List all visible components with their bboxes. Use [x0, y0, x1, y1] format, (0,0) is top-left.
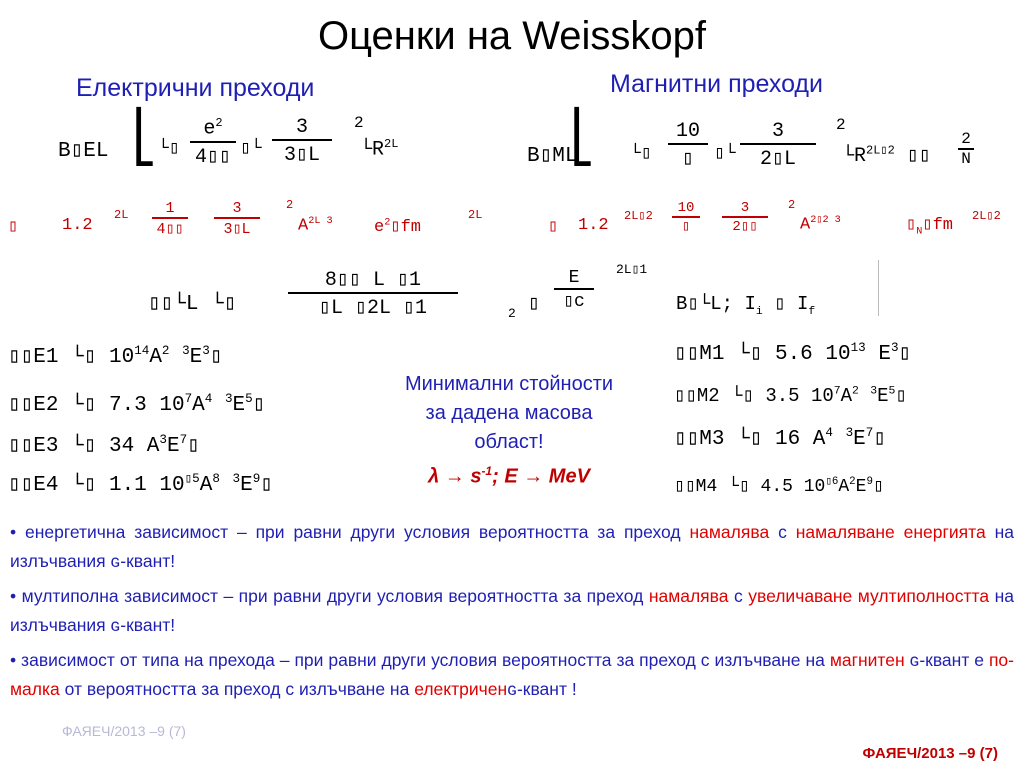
gamma-icon: ɢ: [110, 551, 121, 571]
magnetic-red-frac2: 3 2▯▯: [722, 200, 768, 235]
bullet-list: [10, 518, 1014, 710]
note-units: $\lambda \to s^{-1}$; E → MeV: [428, 464, 590, 488]
electric-red-end-sup: 2L: [468, 208, 483, 222]
electric-lhs: B▯EL: [58, 140, 109, 163]
magnetic-red-coef: 1.2: [578, 216, 609, 235]
magnetic-red-n: $▯_N▯fm$: [906, 216, 954, 238]
gamma-icon: ɢ: [507, 679, 517, 699]
magnetic-tail-frac: 2 N: [958, 130, 974, 168]
electric-frac1-num: e: [203, 117, 216, 141]
magnetic-mid: ▯└: [714, 144, 736, 164]
e4-row: ▯▯E4 └▯ 1.1 $10^{▯5}A^8$ $^3E^9▯$: [8, 472, 273, 497]
magnetic-open: └▯: [630, 144, 652, 164]
general-frac-e: E ▯c: [554, 268, 594, 312]
electric-frac2-num: 3: [295, 116, 308, 139]
magnetic-tail: $└R^{2L▯2}$ ▯▯: [842, 143, 931, 168]
min-values-note: [378, 370, 640, 492]
electric-tail: $└R^{2L}$: [360, 137, 399, 162]
note-line: Минимални стойности: [404, 373, 614, 395]
general-mid: ▯: [528, 293, 541, 316]
e3-row: ▯▯E3 └▯ 34 $A^3E^7▯$: [8, 433, 200, 458]
magnetic-red-a: $A^{2▯2 3}$: [800, 215, 841, 235]
magnetic-frac2: 3 2▯L: [740, 120, 816, 171]
m1-row: ▯▯M1 └▯ 5.6 $10^{13}$ $E^3▯$: [674, 341, 912, 366]
ghost-footer: ФАЯЕЧ/2013 –9 (7): [62, 723, 186, 739]
electric-power: 2: [354, 114, 364, 132]
magnetic-red-end-sup: 2L▯2: [972, 209, 1001, 223]
electric-red-frac1: 1 4▯▯: [152, 200, 188, 238]
electric-frac1: [190, 116, 236, 169]
electric-red-frac2: 3 3▯L: [214, 200, 260, 238]
note-line: за дадена масова: [425, 402, 593, 424]
gamma-icon: ɢ: [909, 650, 920, 670]
electric-frac2: [272, 116, 332, 167]
electric-red-sup1: 2L: [114, 208, 129, 222]
slide-footer: ФАЯЕЧ/2013 –9 (7): [862, 745, 998, 762]
note-line: област!: [474, 431, 544, 453]
m2-row: ▯▯M2 └▯ 3.5 $10^7A^2$ $^3E^5▯$: [674, 385, 907, 407]
magnetic-power: 2: [836, 116, 846, 134]
general-frac: 8▯▯ L ▯1 ▯L ▯2L ▯1: [288, 266, 458, 320]
electric-red-power: 2: [286, 198, 294, 212]
bullet-energy: • енергетична зависимост – при равни други условия вероятността за преход намалява с намаляване енергията на излъчвания ɢ-квант!: [10, 522, 1014, 571]
bracket-icon: ⎣: [570, 108, 595, 166]
electric-frac1-den: 4▯▯: [194, 145, 232, 169]
magnetic-red-prefix: ▯: [548, 218, 559, 237]
m3-row: ▯▯M3 └▯ 16 $A^4$ $^3E^7▯$: [674, 426, 886, 451]
slide-title: Оценки на Weisskopf: [317, 14, 707, 58]
bracket-divider: [878, 260, 879, 316]
e1-row: ▯▯E1 └▯ $10^{14}A^2$ $^3E^3▯$: [8, 344, 223, 369]
bullet-type: • зависимост от типа на прехода – при равни други условия вероятността за преход с излъчване на магнитен ɢ-квант е по-малка от вероятността за преход с излъчване на електриченɢ-квант !: [10, 650, 1014, 699]
magnetic-heading: Магнитни преходи: [610, 70, 823, 98]
electric-mid: ▯└: [240, 139, 262, 159]
general-sup: 2L▯1: [616, 262, 648, 277]
bullet-multipole: • мултиполна зависимост – при равни други условия вероятността за преход намалява с увеличаване мултиполността на излъчвания ɢ-квант!: [10, 586, 1015, 635]
electric-red-e: $e^2▯fm$: [374, 217, 421, 237]
electric-open: └▯: [158, 139, 180, 159]
electric-red-a: $A^{2L 3}$: [298, 216, 333, 236]
electric-heading: Електрични преходи: [76, 74, 315, 102]
magnetic-lhs: B▯ML: [527, 145, 578, 168]
e2-row: ▯▯E2 └▯ 7.3 $10^7A^4$ $^3E^5▯$: [8, 392, 266, 417]
magnetic-red-sup1: 2L▯2: [624, 209, 653, 223]
magnetic-red-power: 2: [788, 198, 796, 212]
general-tail: B▯└L; $I_i$ ▯ $I_f$: [676, 293, 816, 318]
electric-red-prefix: ▯: [8, 218, 19, 237]
electric-red-coef: 1.2: [62, 216, 93, 235]
magnetic-frac1: 10 ▯: [668, 120, 708, 171]
electric-frac1-sup: 2: [215, 116, 223, 130]
electric-frac2-den: 3▯L: [283, 144, 321, 167]
gamma-icon: ɢ: [110, 615, 121, 635]
m4-row: ▯▯M4 └▯ 4.5 $10^{▯6}A^2E^9▯$: [674, 476, 884, 497]
bracket-icon: ⎣: [132, 108, 157, 166]
general-sq: 2: [508, 306, 516, 321]
general-lhs: ▯▯└L └▯: [148, 293, 237, 316]
magnetic-red-frac1: 10 ▯: [672, 200, 700, 235]
